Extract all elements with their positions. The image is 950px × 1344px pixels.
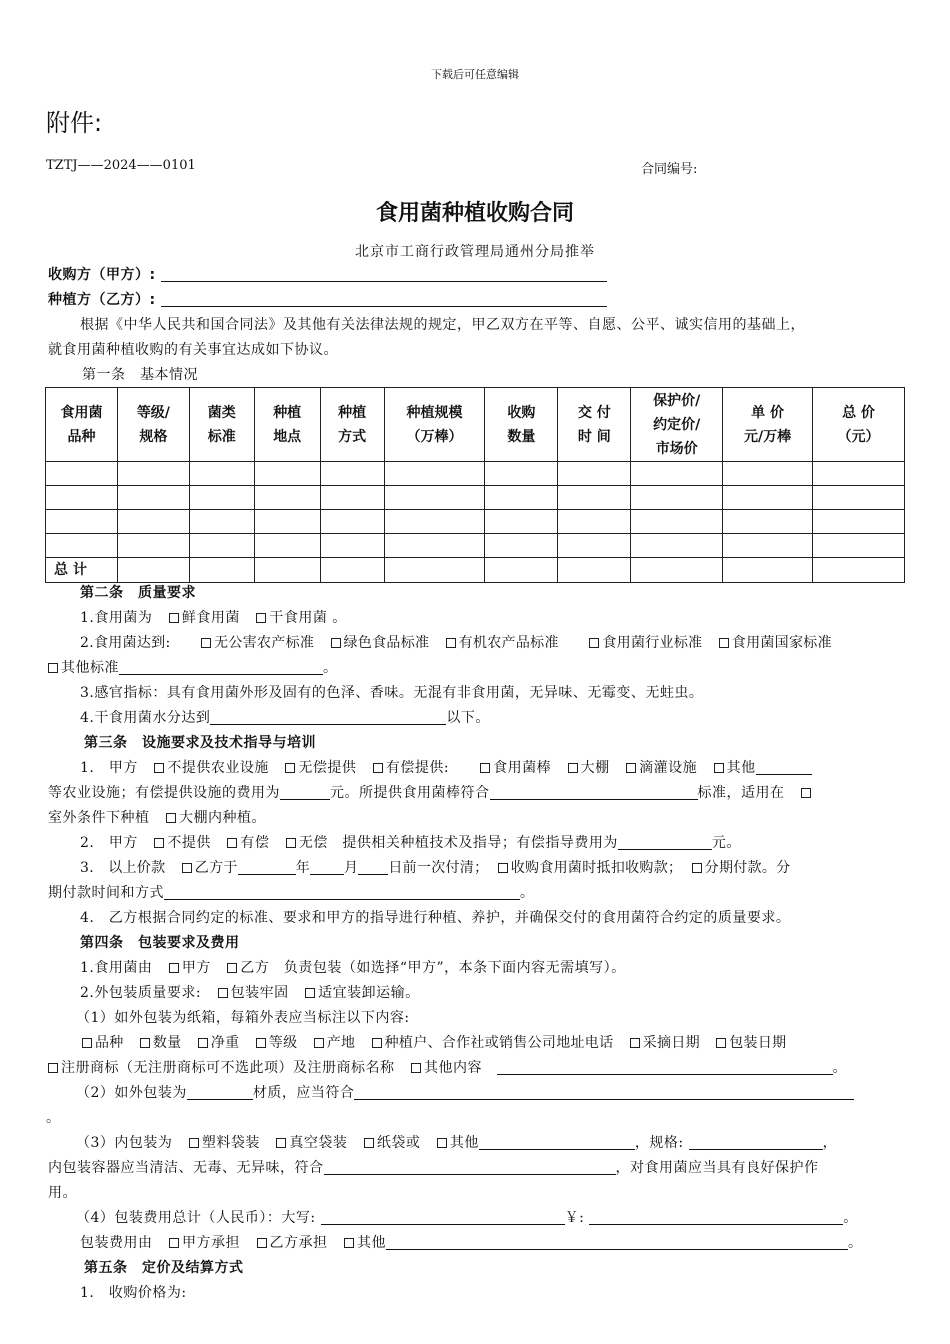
- header-scale: 种植规模 （万棒）: [384, 388, 485, 462]
- checkbox[interactable]: [801, 788, 811, 798]
- art4-sub-3: （3）内包装为 塑料袋装 真空袋装 纸袋或 其他 ，规格: ，: [76, 1135, 838, 1151]
- checkbox[interactable]: [437, 1138, 447, 1148]
- checkbox[interactable]: [48, 663, 58, 673]
- checkbox[interactable]: [626, 763, 636, 773]
- checkbox[interactable]: [305, 988, 315, 998]
- checkbox[interactable]: [154, 763, 164, 773]
- checkbox[interactable]: [227, 963, 237, 973]
- checkbox[interactable]: [182, 863, 192, 873]
- art3-line-3-cont: 期付款时间和方式 。: [48, 885, 535, 901]
- basic-info-table: [45, 387, 905, 583]
- header-standard: 菌类 标准: [189, 388, 254, 462]
- party-b-field[interactable]: [161, 291, 607, 307]
- fee-words-field[interactable]: [321, 1209, 565, 1225]
- party-a-label: 收购方（甲方）:: [48, 267, 156, 283]
- article-4-title: 第四条 包装要求及费用: [80, 935, 240, 951]
- art5-line-1: 1. 收购价格为:: [80, 1285, 187, 1301]
- checkbox[interactable]: [169, 1238, 179, 1248]
- art2-line-3: 3.感官指标：具有食用菌外形及固有的色泽、香味。无混有非食用菌，无异味、无霉变、无蛀虫。: [80, 685, 704, 701]
- art4-line-2: 2.外包装质量要求: 包装牢固 适宜装卸运输。: [80, 985, 420, 1001]
- checkbox[interactable]: [140, 1038, 150, 1048]
- article-5-title: 第五条 定价及结算方式: [84, 1260, 244, 1276]
- contract-title: 食用菌种植收购合同: [375, 201, 574, 226]
- checkbox[interactable]: [154, 838, 164, 848]
- table-header-row: [46, 388, 905, 462]
- art2-line-2-cont: 其他标准 。: [48, 658, 338, 678]
- contract-subtitle: 北京市工商行政管理局通州分局推举: [355, 244, 595, 260]
- outer-standard-field[interactable]: [354, 1084, 854, 1100]
- checkbox[interactable]: [256, 613, 266, 623]
- intro-line-1: 根据《中华人民共和国合同法》及其他有关法律法规的规定，甲乙双方在平等、自愿、公平、诚实信用的基础上，: [80, 317, 805, 333]
- table-total-row[interactable]: [46, 558, 905, 583]
- attachment-label: 附件:: [46, 109, 103, 137]
- art4-sub-3-end: 用。: [48, 1185, 77, 1201]
- checkbox[interactable]: [169, 963, 179, 973]
- art3-line-2: 2. 甲方 不提供 有偿 无偿 提供相关种植技术及指导；有偿指导费用为 元。: [80, 835, 741, 851]
- checkbox[interactable]: [218, 988, 228, 998]
- header-variety: 食用菌 品种: [46, 388, 118, 462]
- pay-day-field[interactable]: [358, 859, 388, 875]
- table-row[interactable]: [46, 486, 905, 510]
- art4-sub-2-end: 。: [46, 1110, 61, 1126]
- pay-year-field[interactable]: [238, 859, 296, 875]
- art4-sub-4: （4）包装费用总计（人民币）：大写: ￥: 。: [76, 1210, 858, 1226]
- guidance-fee-field[interactable]: [618, 834, 712, 850]
- checkbox[interactable]: [227, 838, 237, 848]
- inner-spec-field[interactable]: [689, 1134, 823, 1150]
- header-total-price: 总 价 （元）: [813, 388, 905, 462]
- party-a-row: [48, 265, 607, 285]
- checkbox[interactable]: [314, 1038, 324, 1048]
- outer-material-field[interactable]: [187, 1084, 253, 1100]
- bearer-other-field[interactable]: [386, 1234, 848, 1250]
- checkbox[interactable]: [48, 1063, 58, 1073]
- header-unit-price: 单 价 元/万棒: [723, 388, 813, 462]
- checkbox[interactable]: [589, 638, 599, 648]
- art2-line-1: 1.食用菌为 鲜食用菌 干食用菌 。: [80, 610, 347, 626]
- party-a-field[interactable]: [161, 266, 607, 282]
- intro-line-2: 就食用菌种植收购的有关事宜达成如下协议。: [48, 342, 338, 358]
- header-location: 种植 地点: [254, 388, 320, 462]
- checkbox[interactable]: [630, 1038, 640, 1048]
- art4-sub-1-opts: 品种 数量 净重 等级 产地 种植户、合作社或销售公司地址电话 采摘日期 包装日期: [80, 1033, 786, 1053]
- party-b-row: [48, 290, 607, 310]
- contract-no-label: 合同编号:: [641, 162, 698, 177]
- total-label: 总 计: [46, 558, 118, 583]
- header-delivery-time: 交 付 时 间: [558, 388, 631, 462]
- header-method: 种植 方式: [320, 388, 384, 462]
- facility-fee-field[interactable]: [280, 784, 330, 800]
- checkbox[interactable]: [411, 1063, 421, 1073]
- checkbox[interactable]: [716, 1038, 726, 1048]
- inner-other-field[interactable]: [479, 1134, 635, 1150]
- art2-line-4: 4.干食用菌水分达到 以下。: [80, 710, 490, 726]
- art4-line-1: 1.食用菌由 甲方 乙方 负责包装（如选择“甲方”，本条下面内容无需填写）。: [80, 960, 626, 976]
- checkbox[interactable]: [189, 1138, 199, 1148]
- party-b-label: 种植方（乙方）:: [48, 292, 156, 308]
- installment-field[interactable]: [164, 884, 520, 900]
- checkbox[interactable]: [286, 838, 296, 848]
- art4-sub-4-bearer: 包装费用由 甲方承担 乙方承担 其他 。: [80, 1235, 863, 1251]
- checkbox[interactable]: [285, 763, 295, 773]
- pay-month-field[interactable]: [310, 859, 344, 875]
- art4-sub-2: （2）如外包装为 材质，应当符合: [76, 1083, 854, 1103]
- checkbox[interactable]: [498, 863, 508, 873]
- article-1-title: 第一条 基本情况: [82, 367, 198, 383]
- checkbox[interactable]: [201, 638, 211, 648]
- doc-code: TZTJ——2024——0101: [46, 158, 196, 173]
- checkbox[interactable]: [373, 763, 383, 773]
- checkbox[interactable]: [364, 1138, 374, 1148]
- inner-standard-field[interactable]: [324, 1159, 616, 1175]
- checkbox[interactable]: [256, 1038, 266, 1048]
- art3-line-3: 3. 以上价款 乙方于 年 月 日前一次付清； 收购食用菌时抵扣收购款； 分期付款。分: [80, 860, 791, 876]
- other-facility-field[interactable]: [756, 759, 812, 775]
- checkbox[interactable]: [719, 638, 729, 648]
- checkbox[interactable]: [568, 763, 578, 773]
- checkbox[interactable]: [169, 613, 179, 623]
- art3-line-1-env: 室外条件下种植 大棚内种植。: [48, 810, 266, 826]
- checkbox[interactable]: [480, 763, 490, 773]
- checkbox[interactable]: [198, 1038, 208, 1048]
- header-grade: 等级/ 规格: [117, 388, 189, 462]
- fungus-stick-standard-field[interactable]: [490, 784, 698, 800]
- checkbox[interactable]: [82, 1038, 92, 1048]
- header-price-type: 保护价/ 约定价/ 市场价: [631, 388, 723, 462]
- checkbox[interactable]: [714, 763, 724, 773]
- table-row[interactable]: [46, 534, 905, 558]
- checkbox[interactable]: [257, 1238, 267, 1248]
- art3-line-1: 1. 甲方 不提供农业设施 无偿提供 有偿提供: 食用菌棒 大棚 滴灌设施 其他: [80, 758, 812, 778]
- checkbox[interactable]: [372, 1038, 382, 1048]
- article-2-title: 第二条 质量要求: [80, 585, 196, 601]
- other-standard-field[interactable]: [119, 659, 323, 675]
- header-quantity: 收购 数量: [485, 388, 558, 462]
- table-row[interactable]: [46, 462, 905, 486]
- other-content-field[interactable]: [497, 1059, 833, 1075]
- checkbox[interactable]: [446, 638, 456, 648]
- art4-sub-1-reg: 注册商标（无注册商标可不选此项）及注册商标名称 其他内容 。: [48, 1058, 847, 1078]
- table-row[interactable]: [46, 510, 905, 534]
- checkbox[interactable]: [331, 638, 341, 648]
- art4-sub-3-cont: 内包装容器应当清洁、无毒、无异味，符合 ，对食用菌应当具有良好保护作: [48, 1160, 819, 1176]
- fee-amount-field[interactable]: [589, 1209, 843, 1225]
- checkbox[interactable]: [692, 863, 702, 873]
- checkbox[interactable]: [166, 813, 176, 823]
- page-header: 下载后可任意编辑: [431, 68, 519, 81]
- art3-line-1-cont: 等农业设施；有偿提供设施的费用为 元。所提供食用菌棒符合 标准，适用在: [48, 783, 814, 803]
- art3-line-4: 4. 乙方根据合同约定的标准、要求和甲方的指导进行种植、养护，并确保交付的食用菌符合约定的质量要求。: [80, 910, 791, 926]
- article-3-title: 第三条 设施要求及技术指导与培训: [84, 735, 316, 751]
- art2-line-2: 2.食用菌达到: 无公害农产标准 绿色食品标准 有机农产品标准 食用菌行业标准 食用菌国家标准: [80, 635, 832, 651]
- checkbox[interactable]: [276, 1138, 286, 1148]
- moisture-field[interactable]: [210, 709, 446, 725]
- art4-sub-1-title: （1）如外包装为纸箱，每箱外表应当标注以下内容:: [76, 1010, 410, 1026]
- checkbox[interactable]: [344, 1238, 354, 1248]
